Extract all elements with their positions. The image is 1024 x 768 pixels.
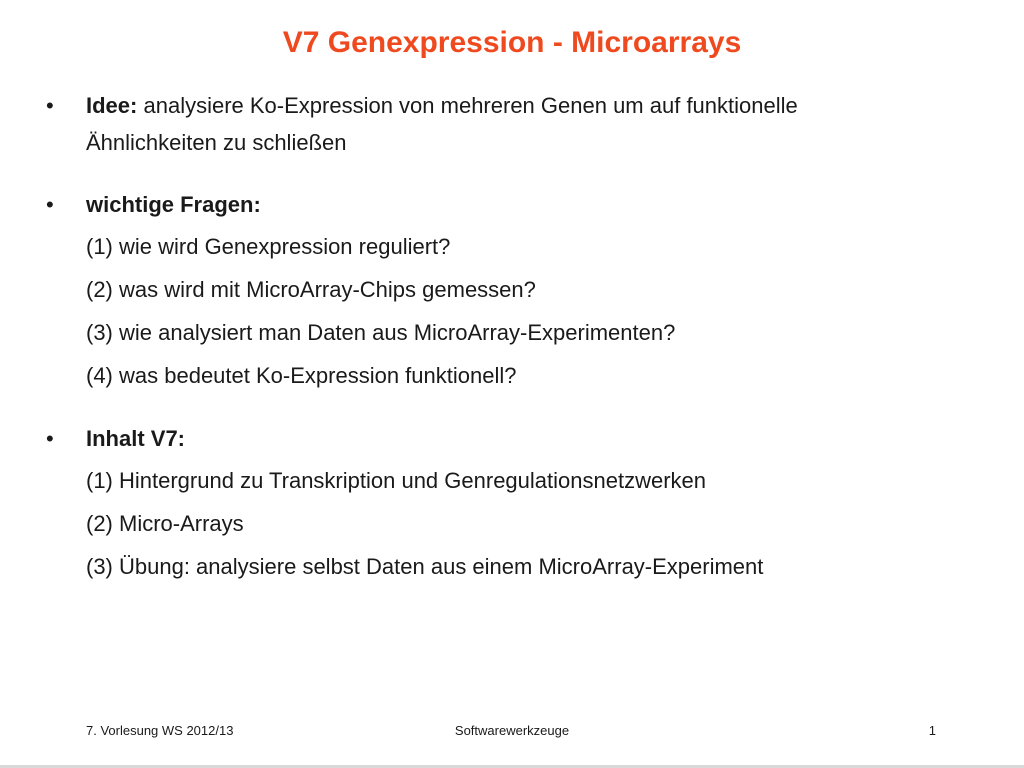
bullet-heading-inhalt: Inhalt V7: bbox=[86, 426, 186, 451]
bullet-marker: • bbox=[46, 192, 54, 217]
list-item-frage-2: (2) was wird mit MicroArray-Chips gemessen? bbox=[86, 277, 536, 302]
list-item-inhalt-2: (2) Micro-Arrays bbox=[86, 511, 244, 536]
list-item-frage-4: (4) was bedeutet Ko-Expression funktionell? bbox=[86, 363, 517, 388]
bullet-idee bbox=[86, 93, 798, 119]
bullet-idee-continuation: Ähnlichkeiten zu schließen bbox=[86, 130, 347, 155]
footer-page-number: 1 bbox=[928, 723, 936, 738]
bullet-text-idee: analysiere Ko-Expression von mehreren Genen um auf funktionelle bbox=[143, 93, 798, 118]
bullet-heading-idee: Idee: bbox=[86, 93, 138, 118]
bullet-marker: • bbox=[46, 93, 54, 118]
list-item-inhalt-3: (3) Übung: analysiere selbst Daten aus einem MicroArray-Experiment bbox=[86, 554, 764, 579]
list-item-inhalt-1: (1) Hintergrund zu Transkription und Genregulationsnetzwerken bbox=[86, 468, 706, 493]
list-item-frage-1: (1) wie wird Genexpression reguliert? bbox=[86, 234, 451, 259]
bullet-heading-fragen: wichtige Fragen: bbox=[86, 192, 261, 217]
bullet-marker: • bbox=[46, 426, 54, 451]
slide-title: V7 Genexpression - Microarrays bbox=[282, 26, 742, 59]
list-item-frage-3: (3) wie analysiert man Daten aus MicroArray-Experimenten? bbox=[86, 320, 676, 345]
footer-lecture: 7. Vorlesung WS 2012/13 bbox=[86, 723, 234, 738]
footer-course: Softwarewerkzeuge bbox=[454, 723, 570, 738]
